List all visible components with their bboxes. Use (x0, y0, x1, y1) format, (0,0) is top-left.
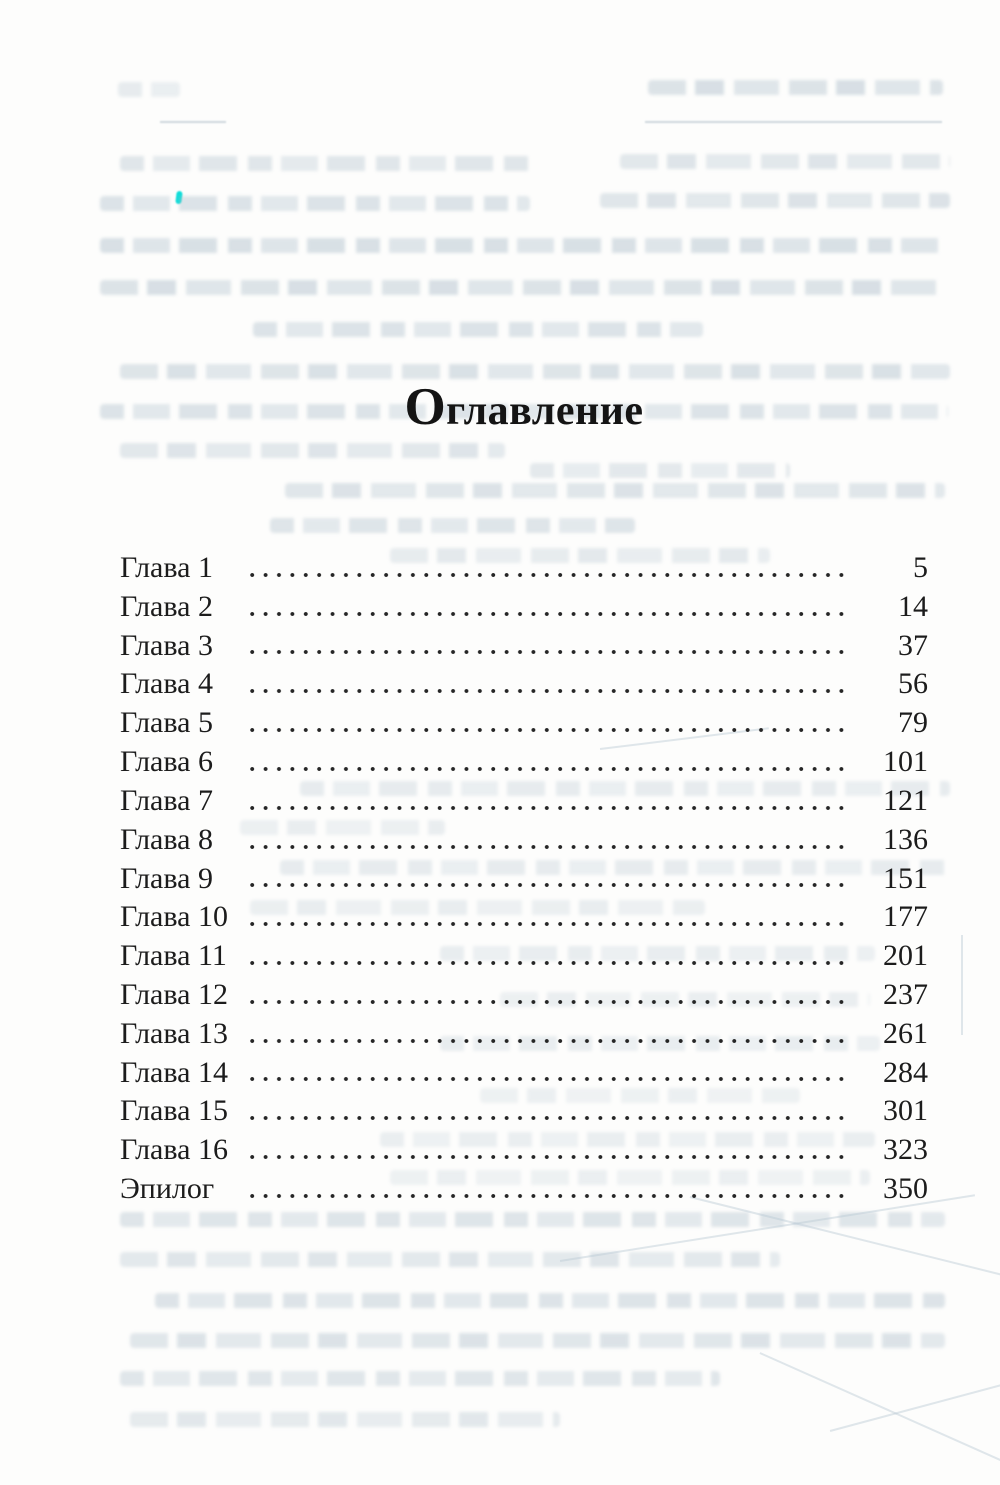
dot-leader (250, 842, 844, 852)
chapter-label: Глава 10 (120, 900, 228, 934)
dot-leader (250, 686, 844, 696)
page-number: 261 (883, 1016, 928, 1050)
chapter-label: Глава 16 (120, 1133, 228, 1167)
chapter-label: Глава 3 (120, 628, 213, 662)
bleed-through-text (120, 1371, 720, 1386)
bleed-through-text (120, 443, 505, 458)
chapter-label: Глава 7 (120, 783, 213, 817)
bleed-through-text (120, 156, 530, 171)
toc-row (120, 937, 928, 976)
chapter-label: Глава 8 (120, 822, 213, 856)
toc-row (120, 1054, 928, 1093)
toc-row (120, 704, 928, 743)
page-number: 121 (883, 783, 928, 817)
page-number: 350 (883, 1172, 928, 1205)
page-title: Оглавление (404, 378, 644, 436)
toc-row (120, 821, 928, 860)
bleed-through-text (130, 1412, 560, 1427)
toc-row (120, 549, 928, 588)
toc-row (120, 898, 928, 937)
dot-leader (250, 958, 844, 968)
chapter-label: Глава 11 (120, 939, 227, 973)
bleed-through-text (100, 238, 945, 253)
chapter-label: Глава 14 (120, 1055, 228, 1089)
toc-row (120, 1015, 928, 1054)
dot-leader (250, 1113, 844, 1123)
bleed-through-text (100, 196, 530, 211)
dot-leader (250, 1074, 844, 1084)
scan-scratch (760, 1352, 1000, 1475)
bleed-through-text (155, 1293, 945, 1308)
page-number: 201 (883, 939, 928, 973)
page-number: 136 (883, 822, 928, 856)
scan-scratch (961, 935, 963, 1035)
chapter-label: Эпилог (120, 1172, 215, 1205)
table-of-contents (120, 549, 928, 1209)
page-number: 37 (898, 628, 928, 662)
toc-row (120, 860, 928, 899)
dot-leader (250, 725, 844, 735)
bleed-through-rule (160, 121, 226, 123)
dot-leader (250, 1191, 844, 1201)
toc-row (120, 665, 928, 704)
chapter-label: Глава 2 (120, 589, 213, 623)
scan-scratch (830, 1383, 1000, 1431)
page-number: 301 (883, 1094, 928, 1128)
bleed-through-text (530, 463, 790, 478)
page-number: 151 (883, 861, 928, 895)
page-number: 14 (898, 589, 928, 623)
toc-row (120, 782, 928, 821)
dot-leader (250, 609, 844, 619)
dot-leader (250, 997, 844, 1007)
dot-leader (250, 647, 844, 657)
chapter-label: Глава 15 (120, 1094, 228, 1128)
page-number: 237 (883, 977, 928, 1011)
dot-leader (250, 880, 844, 890)
dot-leader (250, 1036, 844, 1046)
bleed-through-text (648, 80, 943, 95)
bleed-through-text (620, 154, 950, 169)
chapter-label: Глава 5 (120, 706, 213, 740)
bleed-through-text (100, 280, 945, 295)
bleed-through-rule (645, 121, 942, 123)
page-number: 56 (898, 667, 928, 701)
bleed-through-text (285, 483, 945, 498)
bleed-through-text (600, 193, 950, 208)
toc-row (120, 976, 928, 1015)
bleed-through-text (120, 1252, 780, 1267)
chapter-label: Глава 6 (120, 745, 213, 779)
toc-row (120, 1131, 928, 1170)
bleed-through-text (270, 518, 635, 533)
toc-row (120, 627, 928, 666)
page-number: 323 (883, 1133, 928, 1167)
page-number: 5 (913, 551, 928, 584)
chapter-label: Глава 13 (120, 1016, 228, 1050)
bleed-through-text (253, 322, 703, 337)
bleed-through-text (120, 364, 950, 379)
toc-row (120, 588, 928, 627)
dot-leader (250, 570, 844, 580)
page-number: 284 (883, 1055, 928, 1089)
page-number: 101 (883, 745, 928, 779)
chapter-label: Глава 9 (120, 861, 213, 895)
page-number: 79 (898, 706, 928, 740)
chapter-label: Глава 12 (120, 977, 228, 1011)
toc-row (120, 1170, 928, 1209)
toc-row (120, 743, 928, 782)
chapter-label: Глава 1 (120, 551, 213, 584)
dot-leader (250, 919, 844, 929)
bleed-through-text (118, 82, 180, 97)
chapter-label: Глава 4 (120, 667, 213, 701)
page-number: 177 (883, 900, 928, 934)
dot-leader (250, 764, 844, 774)
toc-row (120, 1092, 928, 1131)
dot-leader (250, 803, 844, 813)
bleed-through-text (130, 1333, 945, 1348)
dot-leader (250, 1152, 844, 1162)
